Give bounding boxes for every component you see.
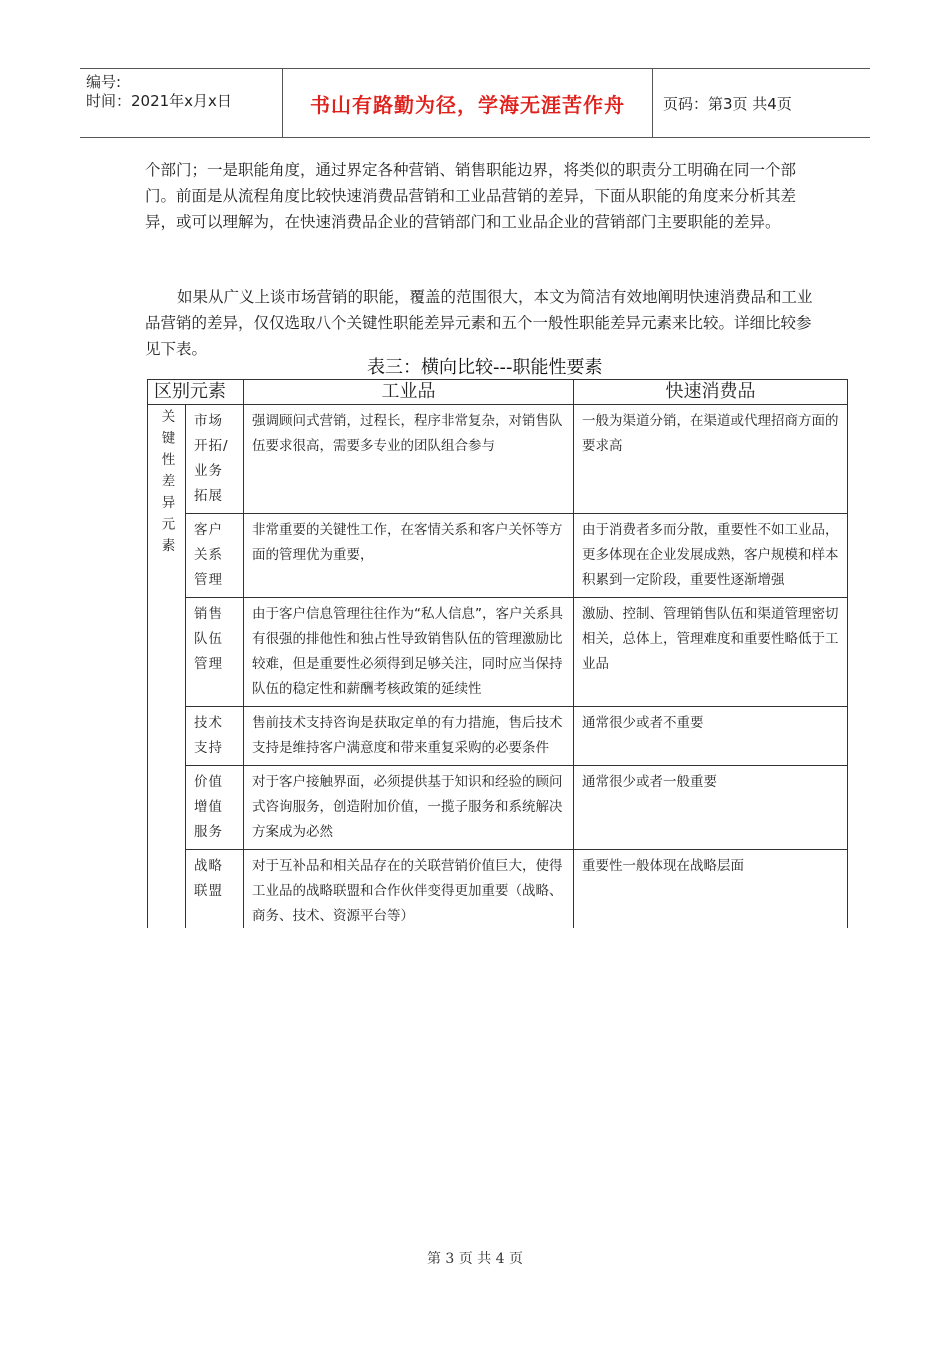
row-industrial: 对于客户接触界面，必须提供基于知识和经验的顾问式咨询服务，创造附加价值，一揽子服务和系统解决方案成为必然 xyxy=(244,766,574,850)
body-paragraph-1: 个部门；一是职能角度，通过界定各种营销、销售职能边界，将类似的职责分工明确在同一个部门。前面是从流程角度比较快速消费品营销和工业品营销的差异，下面从职能的角度来分析其差异，或可以理解为，在快速消费品企业的营销部门和工业品企业的营销部门主要职能的差异。 xyxy=(145,161,797,231)
row-element: 销售队伍管理 xyxy=(186,598,244,707)
row-element: 价值增值服务 xyxy=(186,766,244,850)
table-row xyxy=(148,598,848,707)
number-label: 编号: xyxy=(86,73,122,91)
table-header-row xyxy=(148,380,848,405)
row-industrial: 售前技术支持咨询是获取定单的有力措施，售后技术支持是维持客户满意度和带来重复采购的必要条件 xyxy=(244,707,574,766)
row-element: 技术支持 xyxy=(186,707,244,766)
table-row xyxy=(148,514,848,598)
row-fmcg: 通常很少或者不重要 xyxy=(574,707,848,766)
row-industrial: 对于互补品和相关品存在的关联营销价值巨大，使得工业品的战略联盟和合作伙伴变得更加重要（战略、商务、技术、资源平台等） xyxy=(244,850,574,934)
table-row xyxy=(148,850,848,934)
table-row xyxy=(148,405,848,514)
row-element: 战略联盟 xyxy=(186,850,244,934)
body-paragraph-2: 如果从广义上谈市场营销的职能，覆盖的范围很大，本文为简洁有效地阐明快速消费品和工业品营销的差异，仅仅选取八个关键性职能差异元素和五个一般性职能差异元素来比较。详细比较参见下表。 xyxy=(145,288,813,358)
row-industrial: 由于客户信息管理往往作为“私人信息”，客户关系具有很强的排他性和独占性导致销售队伍的管理激励比较难，但是重要性必须得到足够关注，同时应当保持队伍的稳定性和薪酬考核政策的延续性 xyxy=(244,598,574,707)
row-industrial: 非常重要的关键性工作，在客情关系和客户关怀等方面的管理优为重要， xyxy=(244,514,574,598)
header-meta xyxy=(80,69,283,137)
row-industrial: 强调顾问式营销，过程长，程序非常复杂，对销售队伍要求很高，需要多专业的团队组合参与 xyxy=(244,405,574,514)
table-caption: 表三：横向比较---职能性要素 xyxy=(367,357,603,378)
page-footer: 第 3 页 共 4 页 xyxy=(426,1251,524,1267)
time-label: 时间：2021年x月x日 xyxy=(86,92,232,110)
row-fmcg: 通常很少或者一般重要 xyxy=(574,766,848,850)
row-fmcg: 一般为渠道分销，在渠道或代理招商方面的要求高 xyxy=(574,405,848,514)
group-label: 关键性差异元素 xyxy=(158,409,175,560)
table-row xyxy=(148,707,848,766)
page-header xyxy=(80,68,870,138)
header-motto: 书山有路勤为径，学海无涯苦作舟 xyxy=(283,69,653,137)
header-fmcg: 快速消费品 xyxy=(574,380,848,405)
header-element: 区别元素 xyxy=(148,380,244,405)
row-element: 市场开拓/业务拓展 xyxy=(186,405,244,514)
row-fmcg: 由于消费者多而分散，重要性不如工业品，更多体现在企业发展成熟，客户规模和样本积累到一定阶段，重要性逐渐增强 xyxy=(574,514,848,598)
header-industrial: 工业品 xyxy=(244,380,574,405)
comparison-table xyxy=(147,379,848,934)
row-fmcg: 重要性一般体现在战略层面 xyxy=(574,850,848,934)
row-fmcg: 激励、控制、管理销售队伍和渠道管理密切相关，总体上，管理难度和重要性略低于工业品 xyxy=(574,598,848,707)
row-element: 客户关系管理 xyxy=(186,514,244,598)
header-page-label: 页码：第3页 共4页 xyxy=(663,94,792,113)
page-blank-area xyxy=(145,928,855,1348)
table-row xyxy=(148,766,848,850)
group-label-cell xyxy=(148,405,186,934)
